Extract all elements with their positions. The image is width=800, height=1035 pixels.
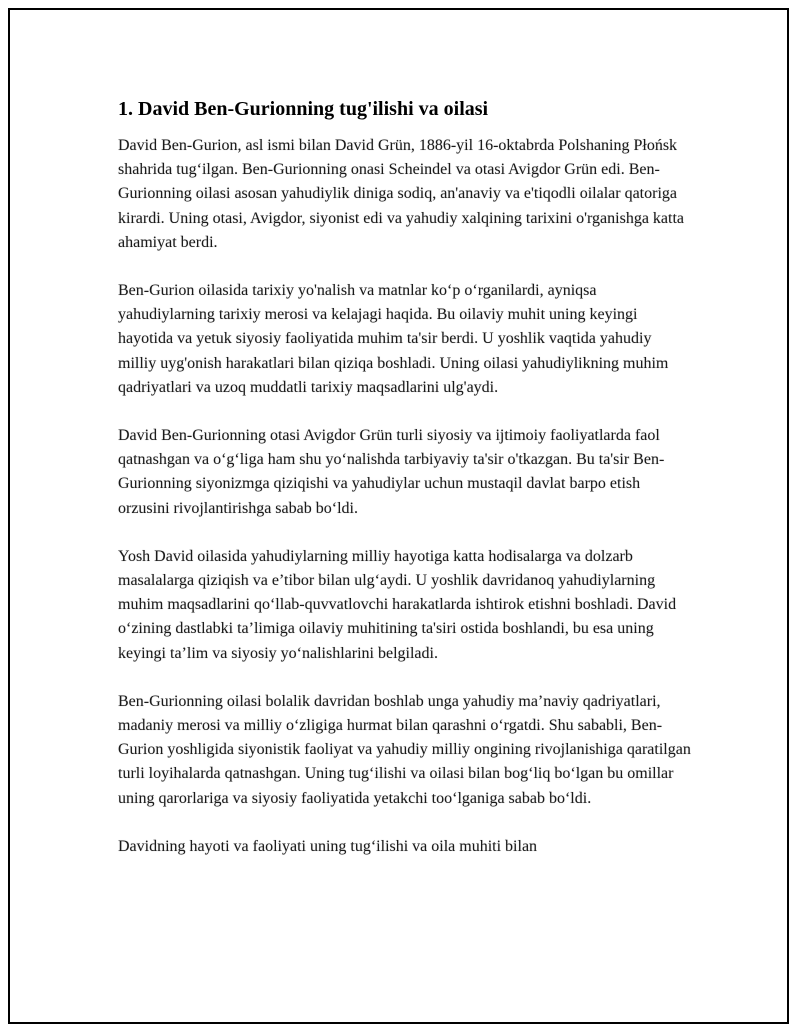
paragraph-father-influence: David Ben-Gurionning otasi Avigdor Grün turli siyosiy va ijtimoiy faoliyatlarda faol qatnashgan va o‘g‘liga ham shu yo‘nalishda tarbiyaviy ta'sir o'tkazgan. Bu ta'sir Ben-Gurionning siyonizmga qiziqishi va yahudiylar uchun mustaqil davlat barpo etish orzusini rivojlantirishga sabab bo‘ldi. (118, 427, 665, 517)
section-heading: 1. David Ben-Gurionning tug'ilishi va oilasi (118, 98, 489, 120)
paragraph-youth: Yosh David oilasida yahudiylarning milliy hayotiga katta hodisalarga va dolzarb masalalarga qiziqish va e’tibor bilan ulg‘aydi. U yoshlik davridanoq yahudiylarning muhim maqsadlarini qo‘llab-quvvatlovchi harakatlarda ishtirok etishni boshladi. David o‘zining dastlabki ta’limiga oilaviy muhitining ta'siri ostida boshlandi, bu esa uning keyingi ta’lim va siyosiy yo‘nalishlarini belgiladi. (118, 547, 677, 662)
paragraph-birth: David Ben-Gurion, asl ismi bilan David Grün, 1886-yil 16-oktabrda Polshaning Płońsk shahrida tug‘ilgan. Ben-Gurionning onasi Scheindel va otasi Avigdor Grün edi. Ben-Gurionning oilasi asosan yahudiylik diniga sodiq, an'anaviy va e'tiqodli oilalar qatoriga kirardi. Uning otasi, Avigdor, siyonist edi va yahudiy xalqining tarixini o'rganishga katta ahamiyat berdi. (118, 137, 685, 251)
paragraph-conclusion: Davidning hayoti va faoliyati uning tug‘ilishi va oila muhiti bilan (118, 837, 538, 855)
document-body (118, 96, 693, 883)
paragraph-values: Ben-Gurionning oilasi bolalik davridan boshlab unga yahudiy ma’naviy qadriyatlari, madaniy merosi va milliy o‘zligiga hurmat bilan qarashni o‘rgatdi. Shu sababli, Ben-Gurion yoshligida siyonistik faoliyat va yahudiy milliy ongining rivojlanishiga qaratilgan turli loyihalarda qatnashgan. Uning tug‘ilishi va oilasi bilan bog‘liq bo‘lgan bu omillar uning qarorlariga va siyosiy faoliyatida yetakchi too‘lganiga sabab bo‘ldi. (118, 692, 691, 807)
paragraph-family-history: Ben-Gurion oilasida tarixiy yo'nalish va matnlar ko‘p o‘rganilardi, ayniqsa yahudiylarning tarixiy merosi va kelajagi haqida. Bu oilaviy muhit uning keyingi hayotida va yetuk siyosiy faoliyatida muhim ta'sir berdi. U yoshlik vaqtida yahudiy milliy uyg'onish harakatlari bilan qiziqa boshladi. Uning oilasi yahudiylikning muhim qadriyatlari va uzoq muddatli tarixiy maqsadlarini ulg'aydi. (118, 282, 669, 396)
